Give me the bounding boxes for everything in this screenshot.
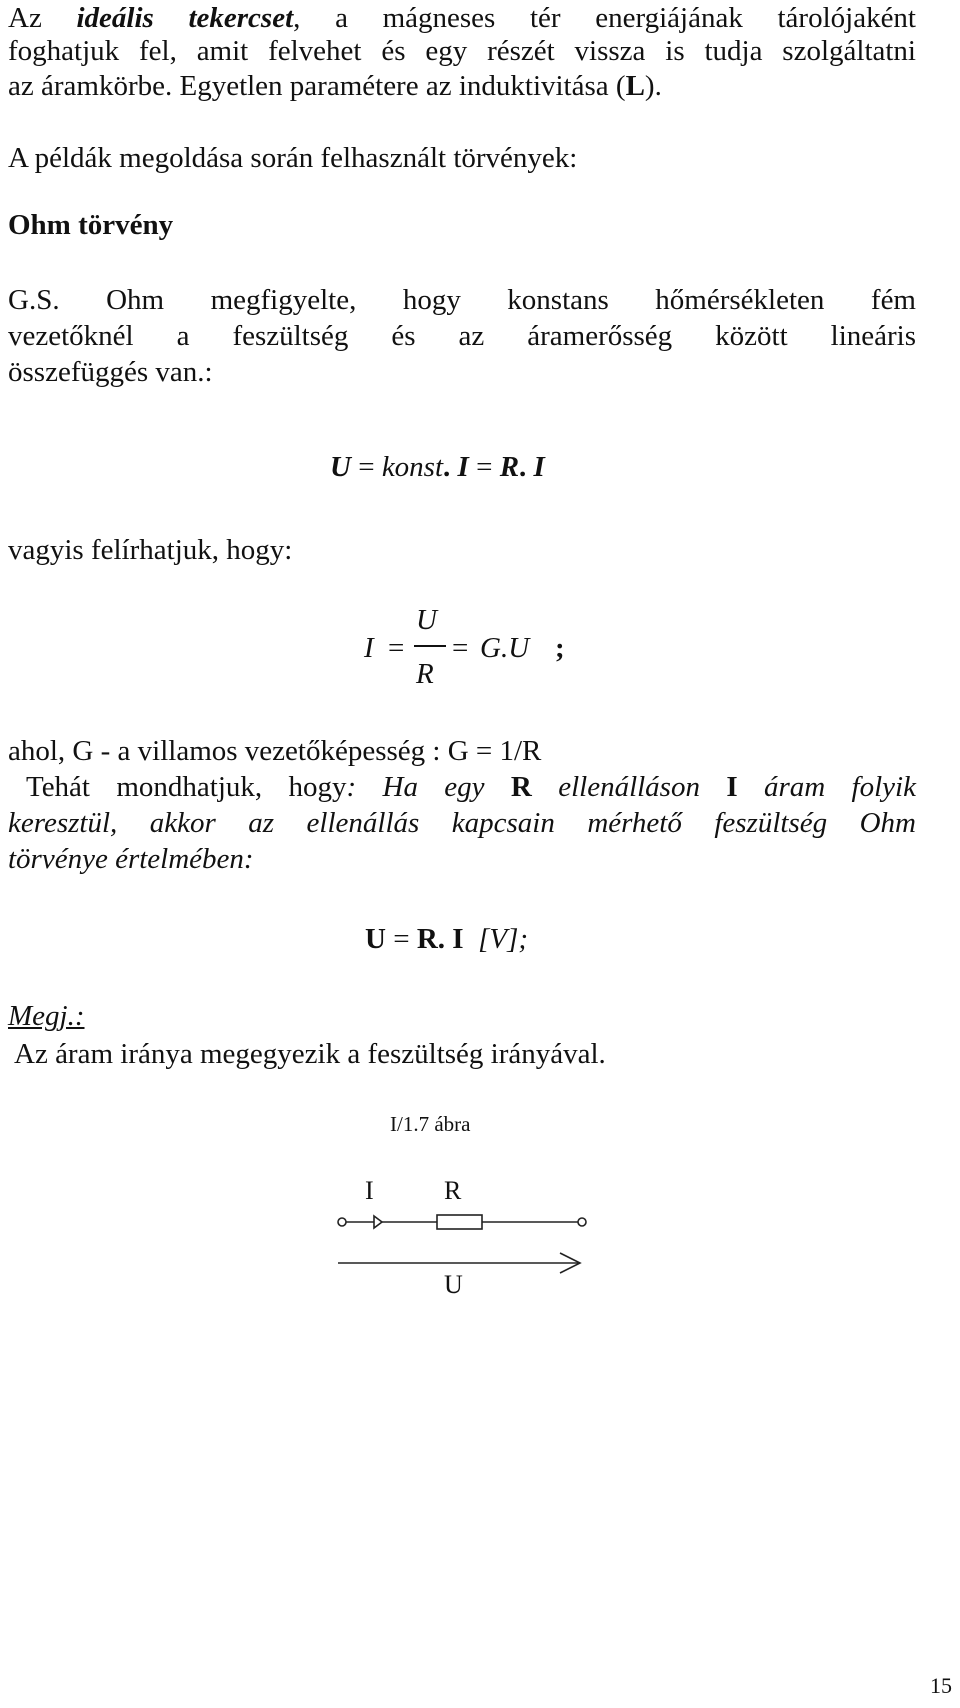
eq-symbol: I xyxy=(364,632,374,664)
eq-symbol: I xyxy=(457,451,469,483)
eq-op: = xyxy=(385,923,417,955)
intro-line-2: foghatjuk fel, amit felvehet és egy részét vissza is tudja szolgáltatni xyxy=(8,35,916,67)
intro-text: az áramkörbe. Egyetlen paramétere az induktivitása ( xyxy=(8,70,626,102)
eq-op: . xyxy=(443,451,458,483)
page-number: 15 xyxy=(930,1673,952,1698)
laws-intro: A példák megoldása során felhasznált törvények: xyxy=(8,142,578,174)
eq-unit: [V]; xyxy=(478,923,529,955)
eq-op: ; xyxy=(555,632,565,664)
tehat-text: áram folyik xyxy=(737,771,916,803)
tehat-text: Tehát mondhatjuk, hogy xyxy=(26,771,347,803)
tehat-text: ellenálláson xyxy=(531,771,727,803)
heading-text: Ohm törvény xyxy=(8,209,174,241)
eq-symbol: konst xyxy=(381,451,444,483)
figure-label-current: I xyxy=(365,1176,374,1205)
vagyis-text: vagyis felírhatjuk, hogy: xyxy=(8,534,293,566)
eq-op: = xyxy=(452,632,469,664)
eq-symbol: U xyxy=(365,923,386,955)
resistor xyxy=(437,1215,482,1229)
fraction-denominator: R xyxy=(416,658,434,690)
note-text: Az áram iránya megegyezik a feszültség irányával. xyxy=(14,1038,606,1070)
eq-symbol: I xyxy=(726,771,738,803)
intro-text: ). xyxy=(644,70,662,102)
eq-op: = xyxy=(388,632,405,664)
current-arrow-icon xyxy=(374,1216,382,1228)
eq-symbol: R xyxy=(416,923,438,955)
eq-symbol: U xyxy=(330,451,351,483)
eq-op: . xyxy=(519,451,534,483)
note-label-text: Megj.: xyxy=(8,1000,85,1032)
intro-text: , a mágneses tér energiájának tárolójaként xyxy=(293,2,916,34)
eq-symbol: R xyxy=(499,451,520,483)
term-ideal-coil: ideális tekercset xyxy=(76,2,294,34)
eq-op: = xyxy=(468,451,500,483)
intro-text: Az xyxy=(8,2,77,34)
ahol-text: ahol, G - a villamos vezetőképesség : G = 1/R xyxy=(8,735,542,767)
terminal-right xyxy=(578,1218,586,1226)
ohm-para-line-3: összefüggés van.: xyxy=(8,356,213,388)
fraction-numerator: U xyxy=(416,604,437,636)
eq-op: . xyxy=(437,923,453,955)
eq-symbol: G.U xyxy=(480,632,530,664)
figure-caption: I/1.7 ábra xyxy=(390,1112,471,1136)
eq-symbol: I xyxy=(452,923,464,955)
ohm-para-line-2: vezetőknél a feszültség és az áramerősség között lineáris xyxy=(8,320,916,352)
tehat-text: : Ha egy xyxy=(346,771,511,803)
tehat-text: keresztül, akkor az ellenállás kapcsain mérhető feszültség Ohm xyxy=(8,807,916,839)
eq-symbol: R xyxy=(510,771,532,803)
eq-op: = xyxy=(350,451,382,483)
terminal-left xyxy=(338,1218,346,1226)
figure-label-resistance: R xyxy=(444,1176,462,1205)
ohm-para-line-1: G.S. Ohm megfigyelte, hogy konstans hőmérsékleten fém xyxy=(8,284,916,316)
tehat-text: törvénye értelmében: xyxy=(8,843,254,875)
inductance-symbol: L xyxy=(625,70,645,102)
figure-label-voltage: U xyxy=(444,1270,463,1299)
eq-symbol: I xyxy=(533,451,545,483)
